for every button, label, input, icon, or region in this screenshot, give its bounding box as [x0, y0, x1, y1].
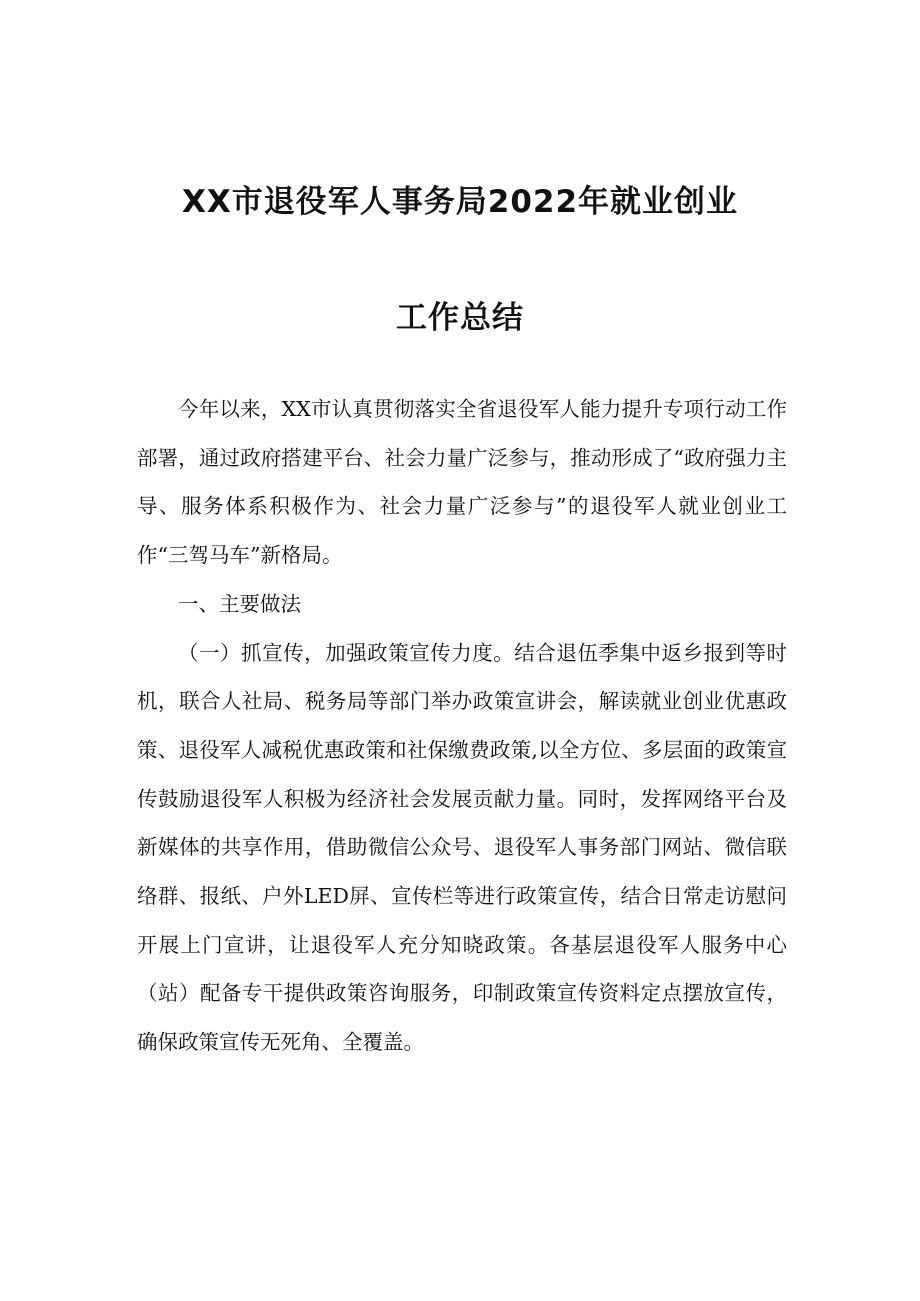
subsection-paragraph-publicity: （一）抓宣传，加强政策宣传力度。结合退伍季集中返乡报到等时机，联合人社局、税务局等部门举办政策宣讲会，解读就业创业优惠政策、退役军人减税优惠政策和社保缴费政策,以全方位、多层面的政策宣传鼓励退役军人积极为经济社会发展贡献力量。同时，发挥网络平台及新媒体的共享作用，借助微信公众号、退役军人事务部门网站、微信联络群、报纸、户外LED屏、宣传栏等进行政策宣传，结合日常走访慰问开展上门宣讲，让退役军人充分知晓政策。各基层退役军人服务中心（站）配备专干提供政策咨询服务，印制政策宣传资料定点摆放宣传，确保政策宣传无死角、全覆盖。	[137, 640, 787, 1055]
document-title-line-2: 工作总结	[396, 300, 524, 336]
document-body	[137, 385, 787, 1067]
section-heading-main-practices: 一、主要做法	[178, 591, 301, 616]
document-title-line-1: XX市退役军人事务局2022年就业创业	[181, 184, 739, 220]
intro-paragraph: 今年以来，XX市认真贯彻落实全省退役军人能力提升专项行动工作部署，通过政府搭建平台、社会力量广泛参与，推动形成了“政府强力主导、服务体系积极作为、社会力量广泛参与”的退役军人就业创业工作“三驾马车”新格局。	[137, 397, 787, 568]
